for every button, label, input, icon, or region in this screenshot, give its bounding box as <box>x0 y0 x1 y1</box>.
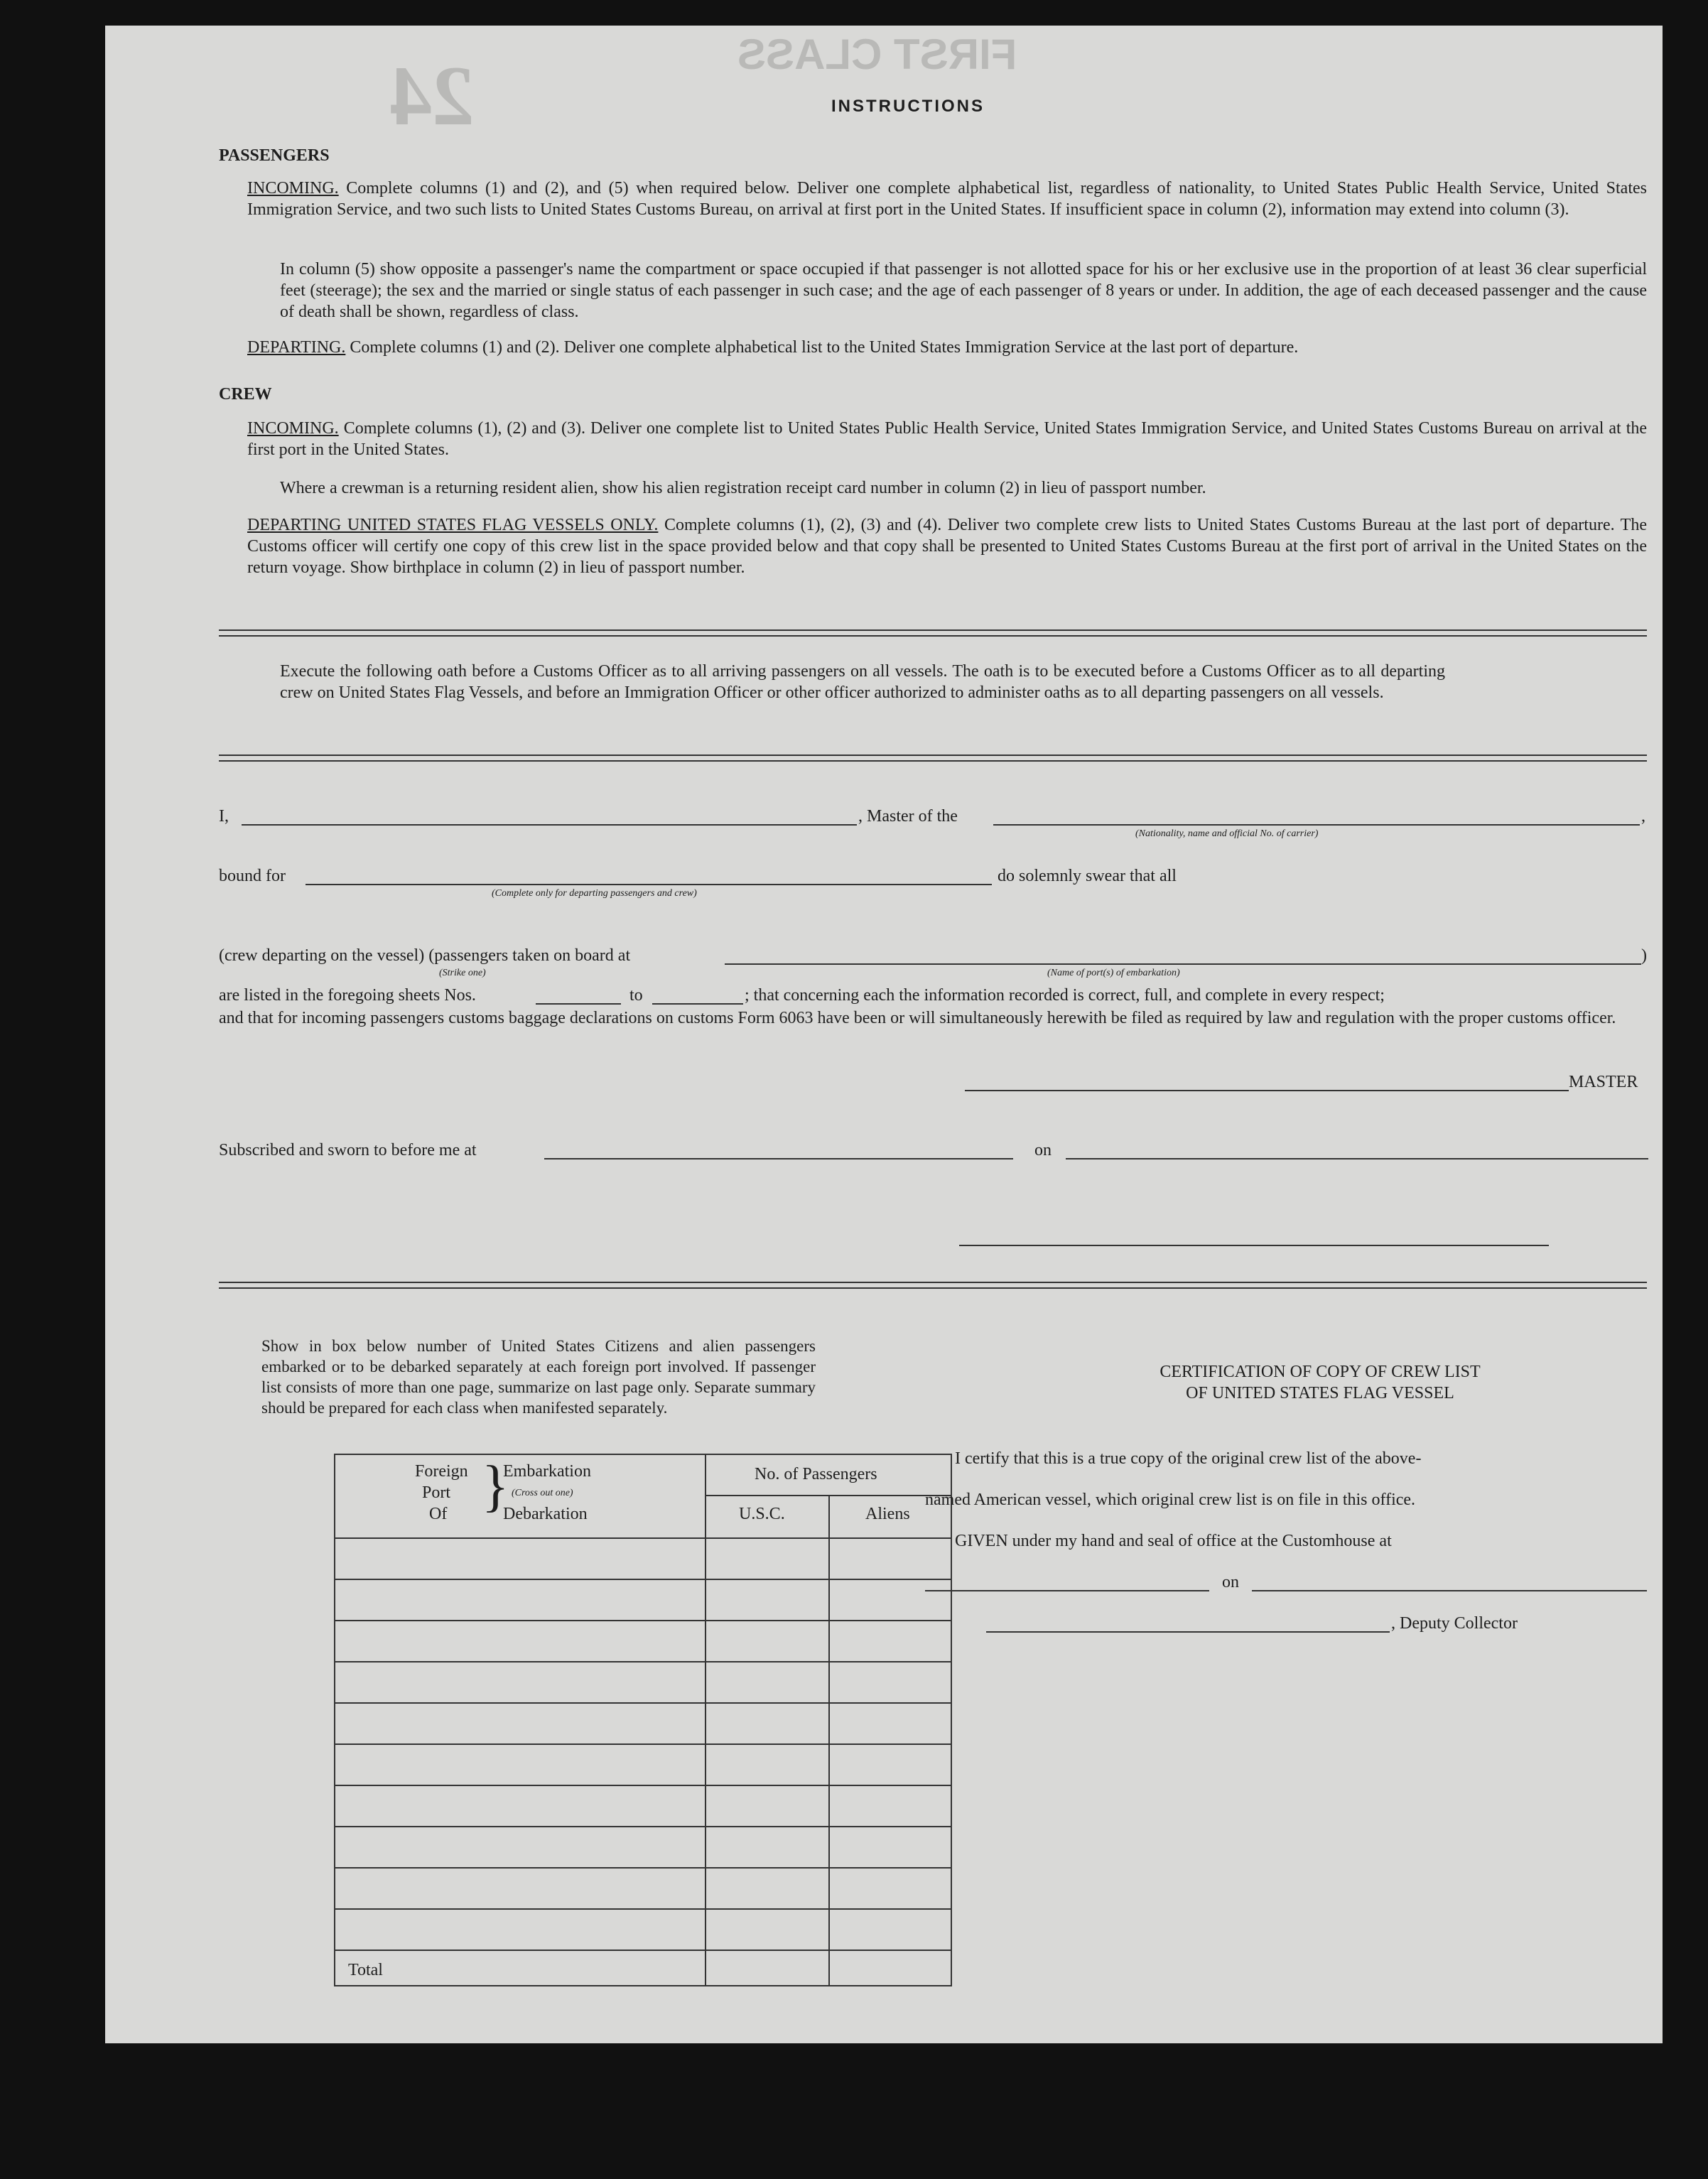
table-row-divider <box>335 1743 951 1745</box>
nationality-note: (Nationality, name and official No. of carrier) <box>1135 828 1319 839</box>
table-row-divider <box>335 1785 951 1786</box>
col-aliens: Aliens <box>865 1505 910 1523</box>
table-row-divider <box>335 1537 951 1539</box>
page-title: INSTRUCTIONS <box>831 97 985 116</box>
oath-solemnly: do solemnly swear that all <box>998 867 1177 885</box>
table-row-divider <box>335 1867 951 1869</box>
oath-listed-a: are listed in the foregoing sheets Nos. <box>219 986 476 1005</box>
passengers-departing <box>247 337 1647 358</box>
sheet-to-field[interactable] <box>652 1003 743 1005</box>
passengers-incoming-label: INCOMING. <box>247 179 339 198</box>
officer-signature-field[interactable] <box>959 1245 1549 1246</box>
col-of: Of <box>429 1505 448 1523</box>
oath-on: on <box>1034 1141 1052 1159</box>
master-name-field[interactable] <box>242 824 857 826</box>
divider <box>219 755 1647 762</box>
brace-icon: } <box>482 1455 509 1518</box>
table-row-divider <box>335 1826 951 1827</box>
certification-line2: named American vessel, which original crew list is on file in this office. <box>925 1491 1416 1509</box>
certification-line1: I certify that this is a true copy of the original crew list of the above- <box>955 1449 1422 1468</box>
table-row-divider <box>335 1702 951 1704</box>
row-total-label: Total <box>348 1961 383 1979</box>
passengers-heading: PASSENGERS <box>219 146 330 165</box>
passengers-incoming-text: Complete columns (1) and (2), and (5) when required below. Deliver one complete alphabetical list, regardless of nationality, to United States Public Health Service, United States Immigration Service, and two such lists to United States Customs Bureau, on arrival at first port in the United States. If insufficient space in column (2), information may extend into column (3). <box>247 179 1647 219</box>
table-column-divider <box>828 1496 830 1985</box>
bound-for-field[interactable] <box>306 884 992 885</box>
oath-close-paren: ) <box>1641 946 1647 965</box>
crew-departing-text: Complete columns (1), (2), (3) and (4). Deliver two complete crew lists to United States Customs Bureau at the last port of departure. The Customs officer will certify one copy of this crew list in the space provided below and that copy shall be presented to United States Customs Bureau at the first port of arrival in the United States on the return voyage. Show birthplace in column (2) in lieu of passport number. <box>247 516 1647 577</box>
ghost-number: 24 <box>389 48 475 143</box>
oath-i-label: I, <box>219 807 229 826</box>
passenger-summary-table <box>334 1454 952 1986</box>
certification-deputy: , Deputy Collector <box>1391 1614 1518 1633</box>
certification-title <box>979 1361 1661 1404</box>
certification-line3: GIVEN under my hand and seal of office at the Customhouse at <box>955 1532 1392 1550</box>
oath-listed-c: and that for incoming passengers customs baggage declarations on customs Form 6063 have been or will simultaneously herewith be filed as required by law and regulation with the proper customs officer. <box>219 1009 1616 1027</box>
certification-title-line2: OF UNITED STATES FLAG VESSEL <box>1186 1384 1454 1402</box>
crew-resident: Where a crewman is a returning resident alien, show his alien registration receipt card number in column (2) in lieu of passport number. <box>280 479 1206 497</box>
oath-subscribed: Subscribed and sworn to before me at <box>219 1141 477 1159</box>
col-cross-out: (Cross out one) <box>512 1488 573 1498</box>
certification-title-line1: CERTIFICATION OF COPY OF CREW LIST <box>1160 1363 1481 1381</box>
col-no-passengers: No. of Passengers <box>755 1465 877 1483</box>
master-signature-field[interactable] <box>965 1090 1569 1091</box>
passengers-departing-label: DEPARTING. <box>247 338 346 357</box>
oath-listed-to: to <box>629 986 643 1005</box>
col-usc: U.S.C. <box>739 1505 785 1523</box>
crew-incoming-label: INCOMING. <box>247 419 339 438</box>
table-row-divider <box>335 1620 951 1621</box>
col-embarkation: Embarkation <box>503 1462 591 1481</box>
sworn-date-field[interactable] <box>1066 1158 1648 1159</box>
port-embarkation-field[interactable] <box>725 963 1641 965</box>
complete-note: (Complete only for departing passengers and crew) <box>492 888 697 899</box>
oath-comma: , <box>1641 807 1645 826</box>
divider <box>219 1282 1647 1289</box>
sworn-place-field[interactable] <box>544 1158 1013 1159</box>
crew-incoming-text: Complete columns (1), (2) and (3). Deliver one complete list to United States Public Health Service, United States Immigration Service, and United States Customs Bureau on arrival at the first port in the United States. <box>247 419 1648 459</box>
oath-intro: Execute the following oath before a Customs Officer as to all arriving passengers on all vessels. The oath is to be executed before a Customs Officer as to all departing crew on United States Flag Vessels, and before an Immigration Officer or other officer authorized to administer oaths as to all departing passengers on all vessels. <box>280 662 1445 702</box>
passengers-departing-text: Complete columns (1) and (2). Deliver one complete alphabetical list to the United States Immigration Service at the last port of departure. <box>350 338 1299 357</box>
carrier-field[interactable] <box>993 824 1640 826</box>
col-debarkation: Debarkation <box>503 1505 588 1523</box>
table-row-divider <box>335 1661 951 1662</box>
table-column-divider <box>705 1455 706 1985</box>
crew-departing <box>247 514 1647 578</box>
table-row-divider <box>335 1908 951 1910</box>
summary-instructions: Show in box below number of United States Citizens and alien passengers embarked or to be debarked separately at each foreign port involved. If passenger list consists of more than one page, summarize on last page only. Separate summary should be prepared for each class when manifested separately. <box>261 1337 816 1417</box>
col-port: Port <box>422 1483 451 1502</box>
certification-date-field[interactable] <box>1252 1590 1647 1591</box>
oath-listed-b: ; that concerning each the information recorded is correct, full, and complete in every respect; <box>745 986 1385 1005</box>
customhouse-field[interactable] <box>925 1590 1209 1591</box>
port-note: (Name of port(s) of embarkation) <box>1047 968 1180 978</box>
table-subheader-divider <box>705 1495 951 1496</box>
document-page <box>105 26 1663 2043</box>
passengers-column5: In column (5) show opposite a passenger's name the compartment or space occupied if that passenger is not allotted space for his or her exclusive use in the proportion of at least 36 clear superficial feet (steerage); the sex and the married or single status of each passenger in such case; and the age of each passenger of 8 years or under. In addition, the age of each deceased passenger and the cause of death shall be shown, regardless of class. <box>280 260 1647 321</box>
strike-note: (Strike one) <box>439 968 486 978</box>
passengers-incoming <box>247 178 1647 220</box>
deputy-signature-field[interactable] <box>986 1631 1390 1633</box>
crew-heading: CREW <box>219 385 272 404</box>
divider <box>219 629 1647 637</box>
certification-on: on <box>1222 1573 1239 1591</box>
col-foreign: Foreign <box>415 1462 468 1481</box>
oath-crew-departing: (crew departing on the vessel) (passengers taken on board at <box>219 946 631 965</box>
crew-departing-label: DEPARTING UNITED STATES FLAG VESSELS ONLY. <box>247 516 659 534</box>
oath-master-of: , Master of the <box>858 807 958 826</box>
table-row-divider <box>335 1579 951 1580</box>
oath-bound-for: bound for <box>219 867 286 885</box>
sheet-from-field[interactable] <box>536 1003 621 1005</box>
crew-incoming <box>247 418 1647 460</box>
oath-master: MASTER <box>1569 1073 1638 1091</box>
table-row-divider <box>335 1950 951 1951</box>
ghost-header: FIRST CLASS <box>737 31 1017 78</box>
